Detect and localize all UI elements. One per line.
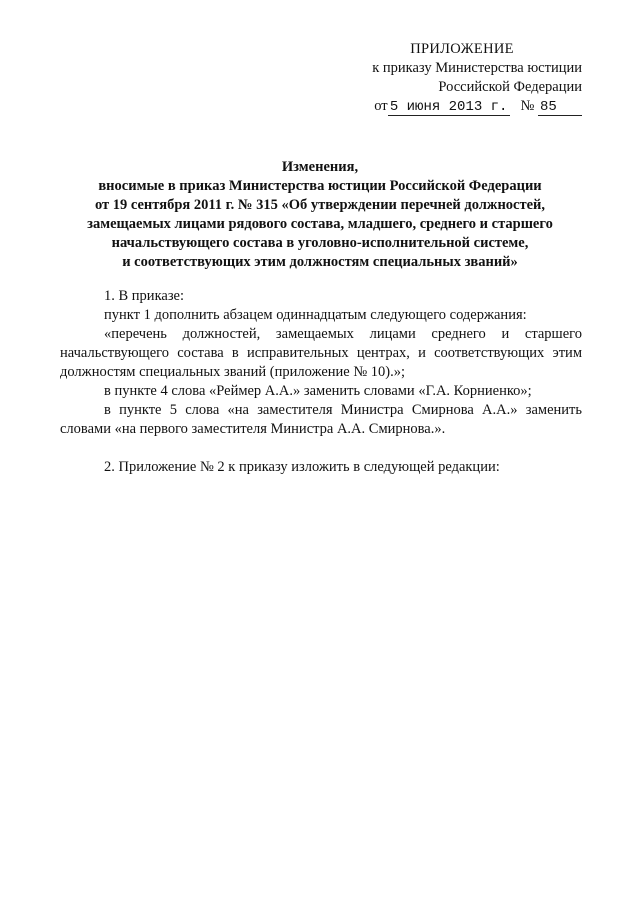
document-body [60,287,582,477]
item-1-paragraph-4: в пункте 5 слова «на заместителя Министра Смирнова А.А.» заменить словами «на первого заместителя Министра А.А. Смирнова.». [60,402,582,437]
heading-line: начальствующего состава в уголовно-исполнительной системе, [111,235,529,251]
document-heading [60,158,580,272]
number-prefix: № [520,98,535,114]
annex-order-line: к приказу Министерства юстиции [372,60,582,76]
item-1-paragraph-1: пункт 1 дополнить абзацем одиннадцатым следующего содержания: [104,307,527,323]
item-1-title: 1. В приказе: [104,288,185,304]
annex-federation-line: Российской Федерации [438,79,582,95]
item-2-paragraph: 2. Приложение № 2 к приказу изложить в следующей редакции: [104,459,500,475]
annex-date-line [322,97,582,116]
annex-title: ПРИЛОЖЕНИЕ [410,41,514,57]
item-1-paragraph-3: в пункте 4 слова «Реймер А.А.» заменить словами «Г.А. Корниенко»; [104,383,532,399]
heading-line: вносимые в приказ Министерства юстиции Российской Федерации [98,178,542,194]
order-number: 85 [538,100,582,116]
date-prefix: от [374,98,388,114]
order-date: 5 июня 2013 г. [388,100,510,116]
paragraph-spacer [60,439,582,458]
heading-line: и соответствующих этим должностям специальных званий» [122,254,518,270]
heading-line: от 19 сентября 2011 г. № 315 «Об утверждении перечней должностей, [94,197,546,213]
annex-block [322,40,582,116]
heading-line: Изменения, [281,159,359,175]
item-1-paragraph-2: «перечень должностей, замещаемых лицами среднего и старшего начальствующего состава в исправительных центрах, и соответствующих этим должностям специальных званий (приложение № 10).»; [60,326,582,380]
heading-line: замещаемых лицами рядового состава, младшего, среднего и старшего [87,216,553,232]
